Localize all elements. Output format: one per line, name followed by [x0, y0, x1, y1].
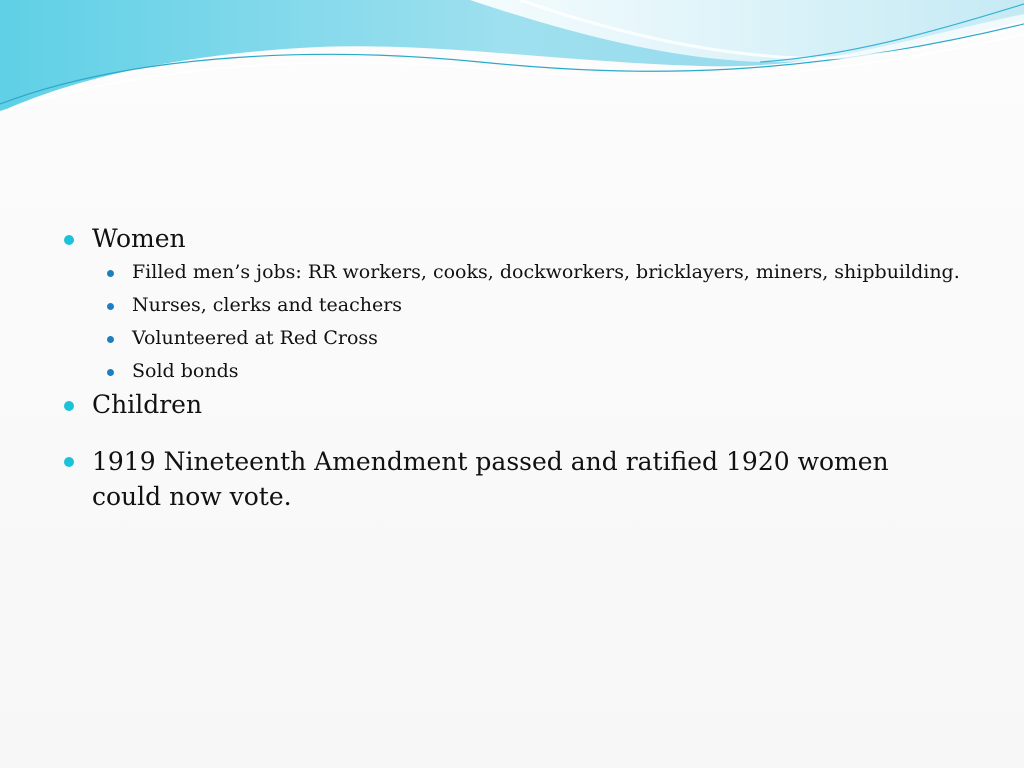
bullet-icon — [107, 270, 114, 277]
list-item-text: Women — [92, 224, 186, 253]
bullet-icon — [64, 401, 74, 411]
list-subitem — [64, 355, 964, 388]
list-subitem — [64, 322, 964, 355]
list-item-text: Children — [92, 390, 203, 419]
list-subitem — [64, 289, 964, 322]
header-wave-decoration — [0, 0, 1024, 130]
bullet-icon — [64, 457, 74, 467]
bullet-list — [64, 222, 964, 514]
list-item-text: Volunteered at Red Cross — [132, 327, 378, 349]
bullet-icon — [107, 369, 114, 376]
bullet-icon — [107, 303, 114, 310]
list-item-text: Nurses, clerks and teachers — [132, 294, 403, 316]
list-item-text: Filled men’s jobs: RR workers, cooks, dockworkers, bricklayers, miners, shipbuilding. — [132, 261, 960, 283]
list-subitem — [64, 256, 964, 289]
list-item-amendment — [64, 444, 964, 514]
bullet-icon — [107, 336, 114, 343]
bullet-icon — [64, 235, 74, 245]
list-item-text: Sold bonds — [132, 360, 239, 382]
list-item-children — [64, 388, 964, 422]
list-item-text: 1919 Nineteenth Amendment passed and ratified 1920 women could now vote. — [92, 447, 889, 511]
list-item-women — [64, 222, 964, 256]
